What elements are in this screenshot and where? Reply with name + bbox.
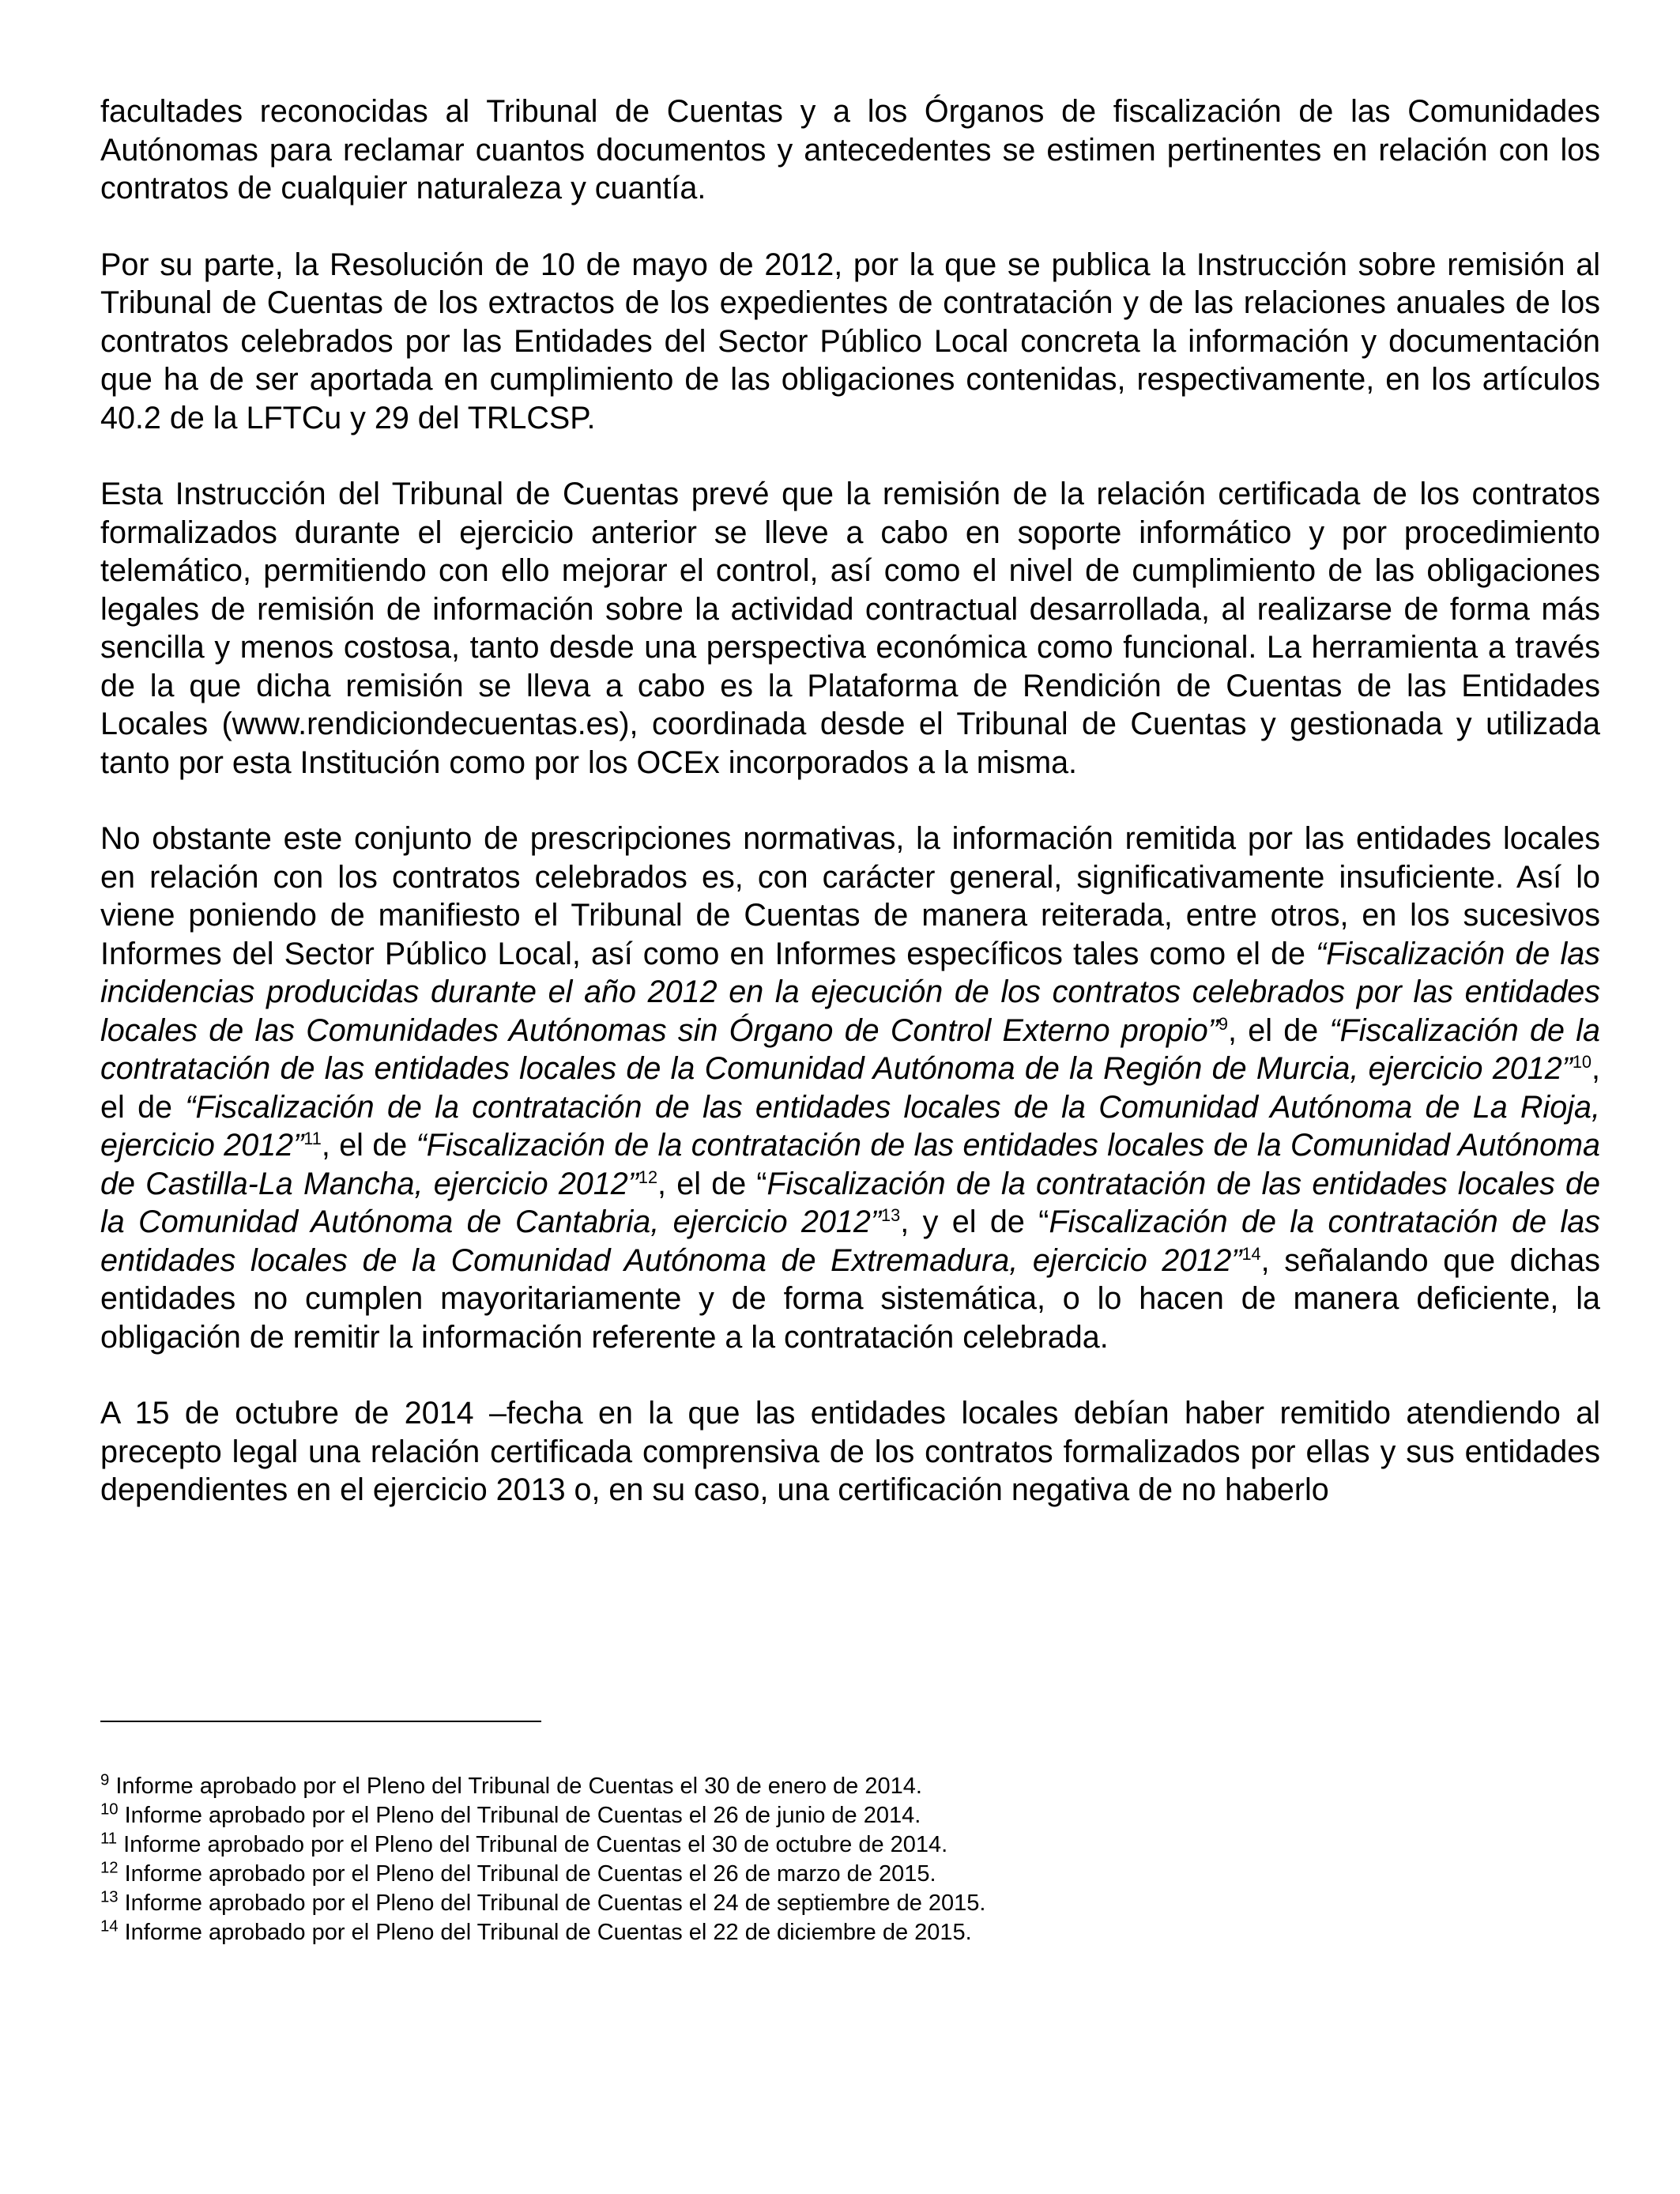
- document-body: [100, 92, 1600, 1547]
- italic-text: “Fiscalización de la contratación de las entidades locales de la Comunidad Autónoma de Castilla-La Mancha, ejercicio 2012”: [100, 1128, 1600, 1201]
- footnote-number: 14: [100, 1917, 119, 1936]
- text-segment: Esta Instrucción del Tribunal de Cuentas prevé que la remisión de la relación certificada de los contratos formalizados durante el ejercicio anterior se lleve a cabo en soporte informático y por procedimiento telemático, permitiendo con ello mejorar el control, así como el nivel de cumplimiento de las obligaciones legales de remisión de información sobre la actividad contractual desarrollada, al realizarse de forma más sencilla y menos costosa, tanto desde una perspectiva económica como funcional. La herramienta a través de la que dicha remisión se lleva a cabo es la Plataforma de Rendición de Cuentas de las Entidades Locales (www.rendiciondecuentas.es), coordinada desde el Tribunal de Cuentas y gestionada y utilizada tanto por esta Institución como por los OCEx incorporados a la misma.: [100, 477, 1600, 780]
- footnote-separator: [100, 1721, 541, 1722]
- footnote-number: 11: [100, 1830, 118, 1848]
- text-segment: A 15 de octubre de 2014 –fecha en la que las entidades locales debían haber remitido atendiendo al precepto legal una relación certificada comprensiva de los contratos formalizados por ellas y sus entidades dependientes en el ejercicio 2013 o, en su caso, una certificación negativa de no haberlo: [100, 1396, 1600, 1507]
- text-segment: , señalando que dichas entidades no cumplen mayoritariamente y de forma sistemática, o lo hacen de manera deficiente, la obligación de remitir la información referente a la contratación celebrada.: [100, 1242, 1600, 1355]
- italic-text: “Fiscalización de la contratación de las entidades locales de la Comunidad Autónoma de La Rioja, ejercicio 2012”: [100, 1089, 1600, 1163]
- footnote-reference: 10: [1572, 1051, 1592, 1072]
- italic-text: “Fiscalización de la contratación de las entidades locales de la Comunidad Autónoma de la Región de Murcia, ejercicio 2012”: [100, 1012, 1601, 1086]
- italic-text: Fiscalización de la contratación de las entidades locales de la Comunidad Autónoma de Cantabria, ejercicio 2012”: [100, 1166, 1600, 1239]
- footnote-text: Informe aprobado por el Pleno del Tribunal de Cuentas el 30 de octubre de 2014.: [117, 1832, 948, 1857]
- footnote-text: Informe aprobado por el Pleno del Tribunal de Cuentas el 30 de enero de 2014.: [109, 1774, 922, 1799]
- italic-text: “Fiscalización de las incidencias producidas durante el año 2012 en la ejecución de los contratos celebrados por las entidades locales de las Comunidades Autónomas sin Órgano de Control Externo propio”: [100, 936, 1601, 1048]
- footnote-reference: 14: [1241, 1243, 1261, 1264]
- paragraph: [100, 1394, 1600, 1510]
- footnote-number: 9: [100, 1771, 110, 1789]
- footnote-reference: 11: [303, 1128, 322, 1148]
- text-segment: , el de: [321, 1128, 416, 1163]
- text-segment: , el de “: [657, 1166, 767, 1201]
- footnote: [100, 1918, 1600, 1947]
- italic-text: Fiscalización de la contratación de las entidades locales de la Comunidad Autónoma de Extremadura, ejercicio 2012”: [100, 1204, 1600, 1278]
- footnote-reference: 12: [638, 1167, 658, 1187]
- text-segment: , el de: [1227, 1012, 1330, 1048]
- paragraph: [100, 246, 1600, 438]
- footnote: [100, 1801, 1600, 1830]
- footnotes: [100, 1772, 1600, 1947]
- footnote: [100, 1772, 1600, 1801]
- text-segment: Por su parte, la Resolución de 10 de mayo de 2012, por la que se publica la Instrucción sobre remisión al Tribunal de Cuentas de los extractos de los expedientes de contratación y de las relaciones anuales de los contratos celebrados por las Entidades del Sector Público Local concreta la información y documentación que ha de ser aportada en cumplimiento de las obligaciones contenidas, respectivamente, en los artículos 40.2 de la LFTCu y 29 del TRLCSP.: [100, 247, 1600, 435]
- footnote-text: Informe aprobado por el Pleno del Tribunal de Cuentas el 24 de septiembre de 2015.: [118, 1891, 986, 1916]
- footnote: [100, 1889, 1600, 1918]
- paragraph: [100, 475, 1600, 782]
- footnote-text: Informe aprobado por el Pleno del Tribunal de Cuentas el 26 de junio de 2014.: [118, 1803, 921, 1828]
- footnote-reference: 13: [881, 1204, 901, 1225]
- paragraph: [100, 820, 1600, 1356]
- footnote-text: Informe aprobado por el Pleno del Tribunal de Cuentas el 26 de marzo de 2015.: [118, 1861, 936, 1887]
- text-segment: No obstante este conjunto de prescripciones normativas, la información remitida por las entidades locales en relación con los contratos celebrados es, con carácter general, significativamente insuficiente. Así lo viene poniendo de manifiesto el Tribunal de Cuentas de manera reiterada, entre otros, en los sucesivos Informes del Sector Público Local, así como en Informes específicos tales como el de: [100, 821, 1600, 971]
- text-segment: facultades reconocidas al Tribunal de Cuentas y a los Órganos de fiscalización de las Comunidades Autónomas para reclamar cuantos documentos y antecedentes se estimen pertinentes en relación con los contratos de cualquier naturaleza y cuantía.: [100, 94, 1600, 205]
- text-segment: , y el de “: [900, 1204, 1049, 1239]
- footnote-text: Informe aprobado por el Pleno del Tribunal de Cuentas el 22 de diciembre de 2015.: [118, 1920, 972, 1945]
- footnote-reference: 9: [1218, 1013, 1228, 1034]
- text-segment: , el de: [100, 1051, 1600, 1125]
- footnote: [100, 1830, 1600, 1860]
- footnote: [100, 1860, 1600, 1889]
- footnote-number: 10: [100, 1800, 119, 1819]
- footnote-number: 13: [100, 1888, 119, 1906]
- footnote-number: 12: [100, 1859, 119, 1877]
- paragraph: [100, 92, 1600, 208]
